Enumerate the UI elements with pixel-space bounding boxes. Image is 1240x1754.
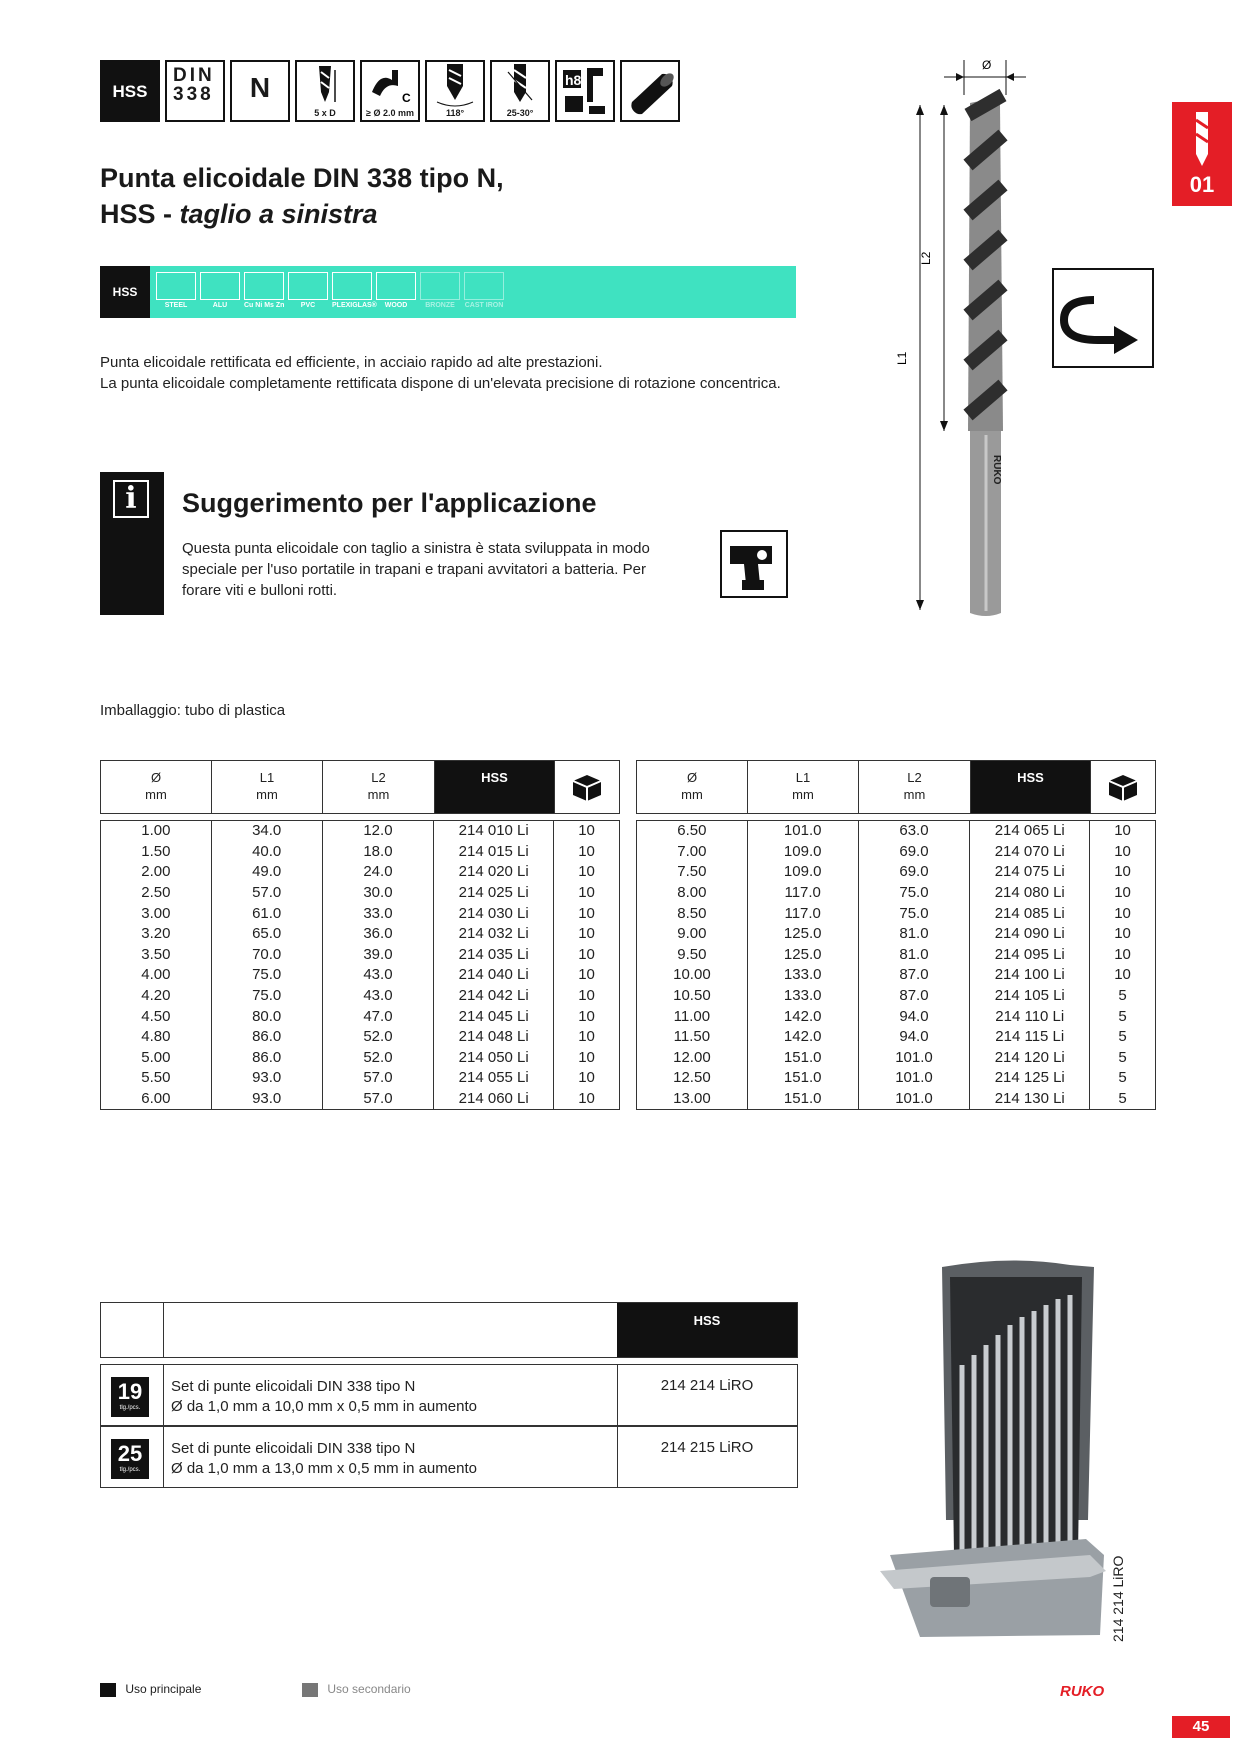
cell-pack-qty: 10	[554, 965, 620, 986]
cell-diameter: 4.50	[101, 1006, 212, 1027]
cell-article: 214 130 Li	[970, 1089, 1090, 1110]
package-box-icon	[1091, 761, 1155, 813]
cell-pack-qty: 10	[1090, 965, 1156, 986]
table-left-header: Ø mm L1 mm L2 mm HSS	[100, 760, 620, 814]
table-row	[101, 1089, 620, 1110]
table-row	[637, 1006, 1156, 1027]
cell-l2: 75.0	[858, 883, 970, 904]
cell-pack-qty: 10	[554, 1006, 620, 1027]
cell-l1: 80.0	[211, 1006, 322, 1027]
cell-article: 214 025 Li	[434, 883, 554, 904]
cell-diameter: 2.00	[101, 862, 212, 883]
cell-pack-qty: 10	[1090, 842, 1156, 863]
material-steel-icon: STEEL	[156, 272, 196, 312]
cell-l1: 65.0	[211, 924, 322, 945]
cell-diameter: 7.50	[637, 862, 748, 883]
cell-article: 214 080 Li	[970, 883, 1090, 904]
cell-pack-qty: 10	[554, 924, 620, 945]
cell-article: 214 100 Li	[970, 965, 1090, 986]
cell-diameter: 5.00	[101, 1048, 212, 1069]
cell-article: 214 050 Li	[434, 1048, 554, 1069]
cell-diameter: 11.00	[637, 1006, 748, 1027]
table-row	[101, 842, 620, 863]
info-icon: i	[113, 480, 149, 518]
material-alu-icon: ALU	[200, 272, 240, 312]
cell-diameter: 6.50	[637, 821, 748, 842]
cell-l2: 57.0	[322, 1068, 434, 1089]
cell-l1: 151.0	[747, 1048, 858, 1069]
cell-l1: 125.0	[747, 945, 858, 966]
cell-diameter: 3.00	[101, 903, 212, 924]
cell-l1: 109.0	[747, 842, 858, 863]
spec-icon-row	[100, 60, 680, 122]
cell-l2: 18.0	[322, 842, 434, 863]
cordless-drill-icon	[720, 530, 788, 598]
table-row	[637, 821, 1156, 842]
type-n-badge: N	[230, 60, 290, 122]
cell-l1: 117.0	[747, 883, 858, 904]
cell-l2: 43.0	[322, 965, 434, 986]
cell-l2: 57.0	[322, 1089, 434, 1110]
cell-l2: 36.0	[322, 924, 434, 945]
cell-article: 214 020 Li	[434, 862, 554, 883]
table-row	[101, 986, 620, 1007]
set-article-code: 214 214 LiRO	[660, 1377, 754, 1394]
cell-diameter: 4.80	[101, 1027, 212, 1048]
svg-text:h8: h8	[565, 72, 582, 88]
cell-l2: 101.0	[858, 1068, 970, 1089]
length-icon: 5 x D	[295, 60, 355, 122]
info-bar	[100, 472, 164, 615]
set-article-code: 214 215 LiRO	[660, 1439, 754, 1456]
secondary-use-icon	[302, 1683, 318, 1697]
set-row	[100, 1426, 798, 1488]
set-table-header	[100, 1302, 798, 1358]
cell-l1: 109.0	[747, 862, 858, 883]
cell-article: 214 125 Li	[970, 1068, 1090, 1089]
cell-article: 214 045 Li	[434, 1006, 554, 1027]
cell-l1: 40.0	[211, 842, 322, 863]
packaging-note: Imballaggio: tubo di plastica	[100, 702, 286, 719]
cell-diameter: 4.20	[101, 986, 212, 1007]
cell-pack-qty: 10	[1090, 924, 1156, 945]
product-description: Punta elicoidale rettificata ed efficiente, in acciaio rapido ad alte prestazioni. La punta elicoidale completamente rettificata dispone di un'elevata precisione di rotazione concentrica.	[100, 354, 781, 392]
cell-pack-qty: 5	[1090, 1006, 1156, 1027]
table-row	[101, 945, 620, 966]
cell-diameter: 9.50	[637, 945, 748, 966]
cell-l2: 12.0	[322, 821, 434, 842]
cell-l1: 133.0	[747, 986, 858, 1007]
cell-pack-qty: 10	[1090, 862, 1156, 883]
case-caption: 214 214 LiRO	[1110, 1555, 1126, 1642]
cell-l1: 101.0	[747, 821, 858, 842]
cell-l1: 75.0	[211, 986, 322, 1007]
cell-diameter: 13.00	[637, 1089, 748, 1110]
cell-diameter: 7.00	[637, 842, 748, 863]
table-left	[100, 820, 620, 1110]
cell-diameter: 1.00	[101, 821, 212, 842]
cell-l2: 52.0	[322, 1048, 434, 1069]
cell-l2: 101.0	[858, 1089, 970, 1110]
primary-use-icon	[100, 1683, 116, 1697]
cell-diameter: 3.50	[101, 945, 212, 966]
table-row	[101, 862, 620, 883]
cell-l1: 117.0	[747, 903, 858, 924]
cell-diameter: 2.50	[101, 883, 212, 904]
cell-pack-qty: 10	[1090, 903, 1156, 924]
cell-pack-qty: 10	[554, 1068, 620, 1089]
table-row	[637, 945, 1156, 966]
cell-article: 214 048 Li	[434, 1027, 554, 1048]
left-rotation-icon	[1052, 268, 1154, 368]
set-row	[100, 1364, 798, 1426]
cell-article: 214 055 Li	[434, 1068, 554, 1089]
cell-l2: 39.0	[322, 945, 434, 966]
drill-dimension-drawing	[895, 55, 1040, 630]
cell-pack-qty: 10	[554, 1027, 620, 1048]
diameter-dim-label: Ø	[982, 58, 992, 72]
cell-l2: 94.0	[858, 1006, 970, 1027]
cell-pack-qty: 10	[554, 986, 620, 1007]
cell-l2: 87.0	[858, 965, 970, 986]
cell-l2: 87.0	[858, 986, 970, 1007]
material-pvc-icon: PVC	[288, 272, 328, 312]
cell-l2: 101.0	[858, 1048, 970, 1069]
cell-diameter: 8.00	[637, 883, 748, 904]
center-drill-icon: C ≥ Ø 2.0 mm	[360, 60, 420, 122]
cell-article: 214 010 Li	[434, 821, 554, 842]
table-row	[101, 903, 620, 924]
cell-l2: 33.0	[322, 903, 434, 924]
table-row	[637, 1048, 1156, 1069]
cell-article: 214 040 Li	[434, 965, 554, 986]
page-number: 45	[1172, 1716, 1230, 1738]
cell-l1: 86.0	[211, 1027, 322, 1048]
material-wood-icon: WOOD	[376, 272, 416, 312]
cell-l2: 43.0	[322, 986, 434, 1007]
cell-l1: 61.0	[211, 903, 322, 924]
material-nonferrous-icon: Cu Ni Ms Zn	[244, 272, 284, 312]
cell-l2: 94.0	[858, 1027, 970, 1048]
cell-l2: 81.0	[858, 924, 970, 945]
point-angle-icon: 118°	[425, 60, 485, 122]
cell-article: 214 095 Li	[970, 945, 1090, 966]
cell-l2: 75.0	[858, 903, 970, 924]
cell-pack-qty: 5	[1090, 1068, 1156, 1089]
table-row	[637, 1089, 1156, 1110]
cell-pack-qty: 10	[554, 945, 620, 966]
material-hss-label: HSS	[100, 266, 150, 318]
cell-l1: 75.0	[211, 965, 322, 986]
cell-l1: 93.0	[211, 1068, 322, 1089]
footer-legend: Uso principale	[100, 1682, 201, 1697]
cell-article: 214 120 Li	[970, 1048, 1090, 1069]
table-row	[101, 965, 620, 986]
cell-article: 214 075 Li	[970, 862, 1090, 883]
set-hss-header: HSS	[617, 1303, 797, 1357]
cell-l2: 24.0	[322, 862, 434, 883]
tolerance-h8-icon	[555, 60, 615, 122]
cell-l2: 69.0	[858, 842, 970, 863]
page-title: Punta elicoidale DIN 338 tipo N, HSS - taglio a sinistra	[100, 163, 504, 229]
cell-l1: 70.0	[211, 945, 322, 966]
application-title: Suggerimento per l'applicazione	[182, 488, 597, 518]
cell-pack-qty: 10	[554, 1089, 620, 1110]
cell-l1: 125.0	[747, 924, 858, 945]
cell-diameter: 1.50	[101, 842, 212, 863]
cell-article: 214 085 Li	[970, 903, 1090, 924]
cell-l1: 57.0	[211, 883, 322, 904]
cell-pack-qty: 5	[1090, 1048, 1156, 1069]
l2-dim-label: L2	[919, 251, 933, 265]
table-row	[637, 862, 1156, 883]
cell-pack-qty: 10	[1090, 821, 1156, 842]
table-row	[101, 1006, 620, 1027]
table-row	[101, 924, 620, 945]
material-band	[100, 266, 796, 318]
cell-pack-qty: 10	[554, 903, 620, 924]
table-right-header: Ø mm L1 mm L2 mm HSS	[636, 760, 1156, 814]
cell-l1: 133.0	[747, 965, 858, 986]
cell-l2: 81.0	[858, 945, 970, 966]
cell-article: 214 090 Li	[970, 924, 1090, 945]
cell-l2: 52.0	[322, 1027, 434, 1048]
table-right	[636, 820, 1156, 1110]
brand-logo: RUKO	[1060, 1683, 1105, 1700]
cell-diameter: 6.00	[101, 1089, 212, 1110]
cell-pack-qty: 5	[1090, 1089, 1156, 1110]
table-row	[637, 924, 1156, 945]
cell-pack-qty: 10	[1090, 883, 1156, 904]
cell-article: 214 105 Li	[970, 986, 1090, 1007]
cell-l1: 49.0	[211, 862, 322, 883]
table-row	[101, 883, 620, 904]
cell-l2: 30.0	[322, 883, 434, 904]
set-quantity-badge: 25 tlg./pcs.	[101, 1427, 164, 1487]
cell-l2: 69.0	[858, 862, 970, 883]
chapter-tab	[1172, 102, 1232, 206]
cell-article: 214 035 Li	[434, 945, 554, 966]
cell-article: 214 042 Li	[434, 986, 554, 1007]
application-text: Questa punta elicoidale con taglio a sinistra è stata sviluppata in modo speciale per l'uso portatile in trapani e trapani avvitatori a batteria. Per forare viti e bulloni rotti.	[182, 540, 650, 599]
table-row	[637, 842, 1156, 863]
table-row	[101, 1027, 620, 1048]
cell-pack-qty: 10	[554, 1048, 620, 1069]
cell-pack-qty: 10	[554, 862, 620, 883]
cell-pack-qty: 10	[1090, 945, 1156, 966]
table-row	[637, 1068, 1156, 1089]
l1-dim-label: L1	[895, 351, 909, 365]
material-cast-iron-icon: CAST IRON	[464, 272, 504, 312]
material-plexiglas-icon: PLEXIGLAS®	[332, 272, 372, 312]
cell-pack-qty: 5	[1090, 1027, 1156, 1048]
cell-l1: 151.0	[747, 1068, 858, 1089]
cell-l2: 47.0	[322, 1006, 434, 1027]
svg-text:C: C	[402, 91, 411, 105]
cell-l1: 86.0	[211, 1048, 322, 1069]
set-description: Set di punte elicoidali DIN 338 tipo N Ø da 1,0 mm a 10,0 mm x 0,5 mm in aumento	[171, 1378, 477, 1415]
cell-article: 214 070 Li	[970, 842, 1090, 863]
cell-diameter: 12.00	[637, 1048, 748, 1069]
table-row	[101, 1068, 620, 1089]
table-row	[637, 1027, 1156, 1048]
cell-diameter: 5.50	[101, 1068, 212, 1089]
package-box-icon	[555, 761, 619, 813]
set-description: Set di punte elicoidali DIN 338 tipo N Ø da 1,0 mm a 13,0 mm x 0,5 mm in aumento	[171, 1440, 477, 1477]
cell-article: 214 060 Li	[434, 1089, 554, 1110]
cell-diameter: 3.20	[101, 924, 212, 945]
cell-article: 214 032 Li	[434, 924, 554, 945]
cell-diameter: 9.00	[637, 924, 748, 945]
table-row	[637, 965, 1156, 986]
cell-l1: 34.0	[211, 821, 322, 842]
cell-article: 214 030 Li	[434, 903, 554, 924]
table-row	[101, 821, 620, 842]
cell-diameter: 11.50	[637, 1027, 748, 1048]
cell-pack-qty: 5	[1090, 986, 1156, 1007]
din-badge: DIN 338	[165, 60, 225, 122]
hss-badge: HSS	[100, 60, 160, 122]
cell-article: 214 015 Li	[434, 842, 554, 863]
cell-diameter: 10.00	[637, 965, 748, 986]
cell-l2: 63.0	[858, 821, 970, 842]
cylindrical-shank-icon	[620, 60, 680, 122]
material-bronze-icon: BRONZE	[420, 272, 460, 312]
cell-diameter: 4.00	[101, 965, 212, 986]
cell-diameter: 12.50	[637, 1068, 748, 1089]
cell-pack-qty: 10	[554, 883, 620, 904]
set-quantity-badge: 19 tlg./pcs.	[101, 1365, 164, 1425]
table-row	[101, 1048, 620, 1069]
cell-pack-qty: 10	[554, 821, 620, 842]
cell-diameter: 10.50	[637, 986, 748, 1007]
cell-l1: 142.0	[747, 1006, 858, 1027]
table-row	[637, 986, 1156, 1007]
footer-legend-secondary: Uso secondario	[302, 1682, 411, 1697]
cell-article: 214 110 Li	[970, 1006, 1090, 1027]
table-row	[637, 903, 1156, 924]
table-row	[637, 883, 1156, 904]
drill-brand-label: RUKO	[991, 455, 1002, 485]
cell-pack-qty: 10	[554, 842, 620, 863]
cell-diameter: 8.50	[637, 903, 748, 924]
cell-l1: 93.0	[211, 1089, 322, 1110]
cell-article: 214 115 Li	[970, 1027, 1090, 1048]
cell-l1: 151.0	[747, 1089, 858, 1110]
cell-article: 214 065 Li	[970, 821, 1090, 842]
drill-bit-icon	[1192, 110, 1212, 170]
drill-set-case-image	[850, 1255, 1120, 1640]
chapter-number: 01	[1189, 172, 1215, 197]
cell-l1: 142.0	[747, 1027, 858, 1048]
helix-angle-icon: 25-30°	[490, 60, 550, 122]
